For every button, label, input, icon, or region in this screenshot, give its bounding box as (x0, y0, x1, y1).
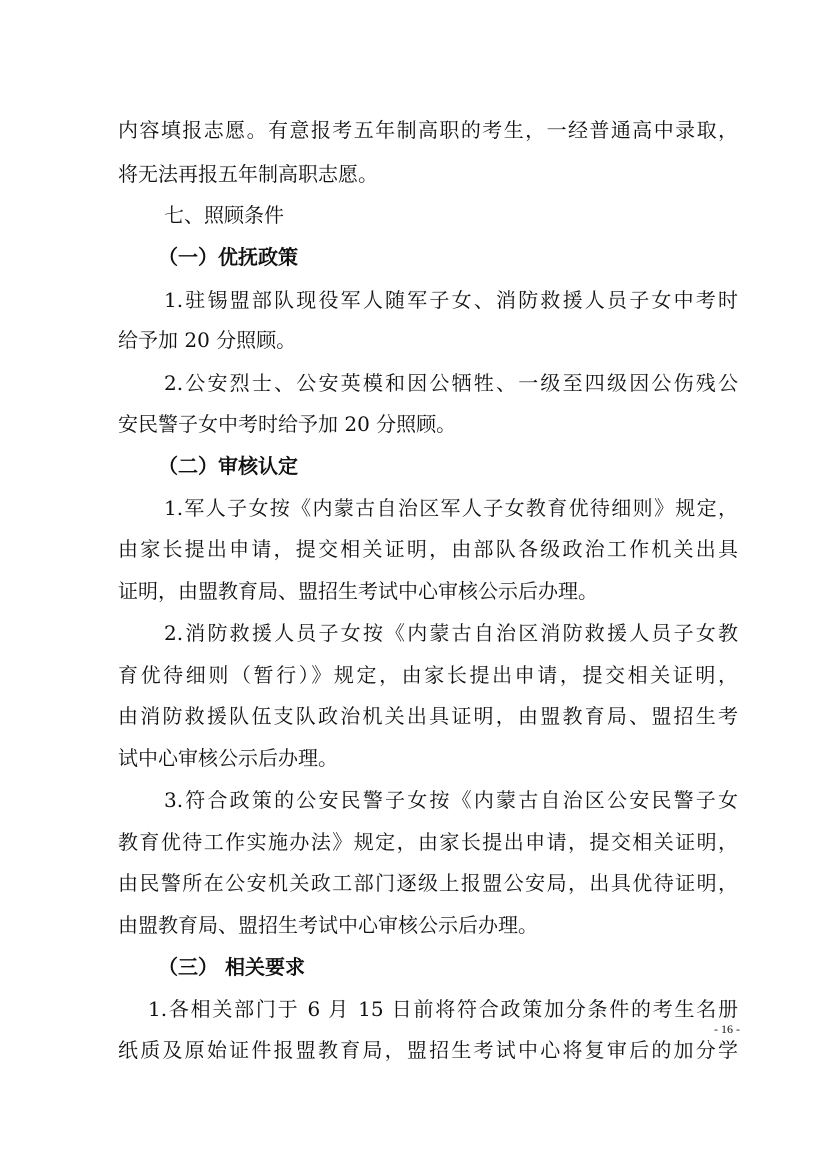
text-line: 由盟教育局、盟招生考试中心审核公示后办理。 (118, 913, 538, 937)
text-line: 2.消防救援人员子女按《内蒙古自治区消防救援人员子女教 (164, 621, 738, 645)
text-line: 由家长提出申请，提交相关证明，由部队各级政治工作机关出具 (118, 537, 738, 561)
text-line: 1.驻锡盟部队现役军人随军子女、消防救援人员子女中考时 (164, 288, 738, 312)
text-line: 安民警子女中考时给予加 20 分照顾。 (118, 412, 457, 436)
subsection-heading: （一）优抚政策 (158, 245, 298, 269)
text-line: 3.符合政策的公安民警子女按《内蒙古自治区公安民警子女 (164, 788, 738, 812)
text-line: 将无法再报五年制高职志愿。 (118, 162, 378, 186)
text-line: 纸质及原始证件报盟教育局，盟招生考试中心将复审后的加分学 (118, 1038, 738, 1062)
text-line: 育优待细则（暂行）》规定，由家长提出申请，提交相关证明， (118, 663, 738, 687)
text-line: 教育优待工作实施办法》规定，由家长提出申请，提交相关证明， (118, 830, 738, 854)
text-line: 由民警所在公安机关政工部门逐级上报盟公安局，出具优待证明， (118, 871, 738, 895)
section-heading: 七、照顾条件 (164, 203, 284, 227)
page-number: - 16 - (714, 1022, 740, 1036)
text-line: 由消防救援队伍支队政治机关出具证明，由盟教育局、盟招生考 (118, 704, 738, 728)
text-line: 证明，由盟教育局、盟招生考试中心审核公示后办理。 (118, 579, 598, 603)
text-line: 1.军人子女按《内蒙古自治区军人子女教育优待细则》规定， (164, 496, 738, 520)
text-line: 2.公安烈士、公安英模和因公牺牲、一级至四级因公伤残公 (164, 371, 738, 395)
text-line: 1.各相关部门于 6 月 15 日前将符合政策加分条件的考生名册 (148, 997, 738, 1021)
subsection-heading: （二）审核认定 (158, 454, 298, 478)
text-line: 内容填报志愿。有意报考五年制高职的考生，一经普通高中录取， (118, 118, 738, 142)
subsection-heading: （三） 相关要求 (158, 955, 305, 979)
text-line: 试中心审核公示后办理。 (118, 746, 338, 770)
text-line: 给予加 20 分照顾。 (118, 328, 297, 352)
